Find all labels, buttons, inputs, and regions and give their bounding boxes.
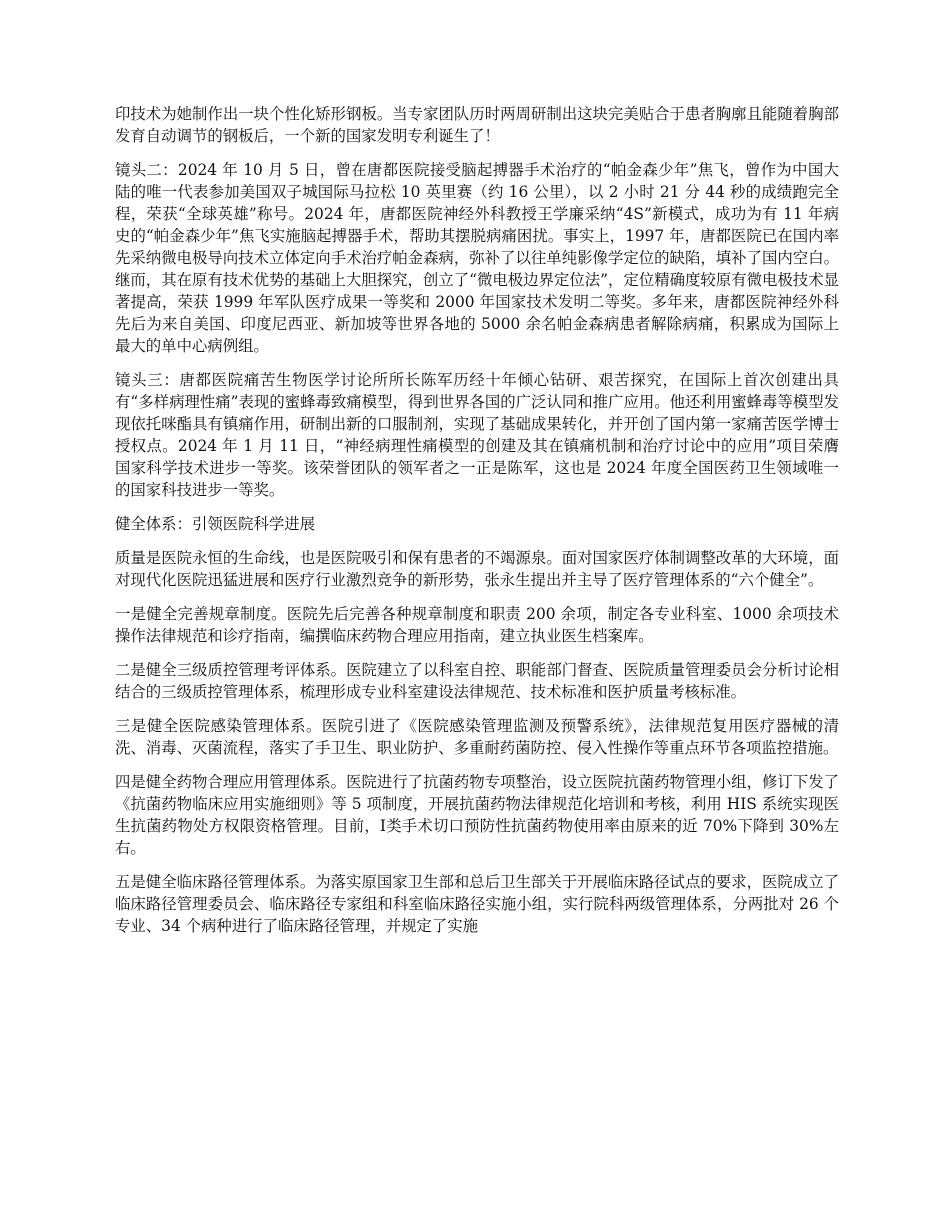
paragraph-steel-plate: 印技术为她制作出一块个性化矫形钢板。当专家团队历时两周研制出这块完美贴合于患者胸廓且能随着胸部发育自动调节的钢板后，一个新的国家发明专利诞生了！ — [115, 105, 839, 145]
paragraph-scene-three: 镜头三：唐都医院痛苦生物医学讨论所所长陈军历经十年倾心钻研、艰苦探究，在国际上首次创建出具有“多样病理性痛”表现的蜜蜂毒致痛模型，得到世界各国的广泛认同和推广应用。他还利用蜜蜂毒等模型发现依托咪酯具有镇痛作用，研制出新的口服制剂，实现了基础成果转化，并开创了国内第一家痛苦医学博士授权点。2024 年 1 月 11 日，“神经病理性痛模型的创建及其在镇痛机制和治疗讨论中的应用”项目荣膺国家科学技术进步一等奖。该荣誉团队的领军者之一正是陈军，这也是 2024 年度全国医药卫生领域唯一的国家科技进步一等奖。 — [115, 371, 839, 499]
paragraph-quality-control: 二是健全三级质控管理考评体系。医院建立了以科室自控、职能部门督查、医院质量管理委员会分析讨论相结合的三级质控管理体系，梳理形成专业科室建设法律规范、技术标准和医护质量考核标准。 — [115, 661, 839, 701]
paragraph-clinical-pathway: 五是健全临床路径管理体系。为落实原国家卫生部和总后卫生部关于开展临床路径试点的要求，医院成立了临床路径管理委员会、临床路径专家组和科室临床路径实施小组，实行院科两级管理体系，分两批对 26 个专业、34 个病种进行了临床路径管理，并规定了实施 — [115, 873, 839, 935]
section-heading: 健全体系：引领医院科学进展 — [115, 515, 316, 533]
paragraph-scene-two: 镜头二：2024 年 10 月 5 日，曾在唐都医院接受脑起搏器手术治疗的“帕金森少年”焦飞，曾作为中国大陆的唯一代表参加美国双子城国际马拉松 10 英里赛（约 16 公里），以 2 小时 21 分 44 秒的成绩跑完全程，荣获“全球英雄”称号。2024 年，唐都医院神经外科教授王学廉采纳“4S”新模式，成功为有 11 年病史的“帕金森少年”焦飞实施脑起搏器手术，帮助其摆脱病痛困扰。事实上，1997 年，唐都医院已在国内率先采纳微电极导向技术立体定向手术治疗帕金森病，弥补了以往单纯影像学定位的缺陷，填补了国内空白。继而，其在原有技术优势的基础上大胆探究，创立了“微电极边界定位法”，定位精确度较原有微电极技术显著提高，荣获 1999 年军队医疗成果一等奖和 2000 年国家技术发明二等奖。多年来，唐都医院神经外科先后为来自美国、印度尼西亚、新加坡等世界各地的 5000 余名帕金森病患者解除病痛，积累成为国际上最大的单中心病例组。 — [115, 161, 839, 355]
paragraph-drug-management: 四是健全药物合理应用管理体系。医院进行了抗菌药物专项整治，设立医院抗菌药物管理小组，修订下发了《抗菌药物临床应用实施细则》等 5 项制度，开展抗菌药物法律规范化培训和考核，利用 HIS 系统实现医生抗菌药物处方权限资格管理。目前，Ⅰ类手术切口预防性抗菌药物使用率由原来的近 70%下降到 30%左右。 — [115, 773, 839, 857]
paragraph-rules: 一是健全完善规章制度。医院先后完善各种规章制度和职责 200 余项，制定各专业科室、1000 余项技术操作法律规范和诊疗指南，编撰临床药物合理应用指南，建立执业医生档案库。 — [115, 605, 839, 645]
paragraph-quality: 质量是医院永恒的生命线，也是医院吸引和保有患者的不竭源泉。面对国家医疗体制调整改革的大环境，面对现代化医院迅猛进展和医疗行业激烈竞争的新形势，张永生提出并主导了医疗管理体系的“六个健全”。 — [115, 549, 839, 589]
paragraph-infection-control: 三是健全医院感染管理体系。医院引进了《医院感染管理监测及预警系统》，法律规范复用医疗器械的清洗、消毒、灭菌流程，落实了手卫生、职业防护、多重耐药菌防控、侵入性操作等重点环节各项监控措施。 — [115, 717, 839, 757]
document-body — [115, 103, 839, 949]
